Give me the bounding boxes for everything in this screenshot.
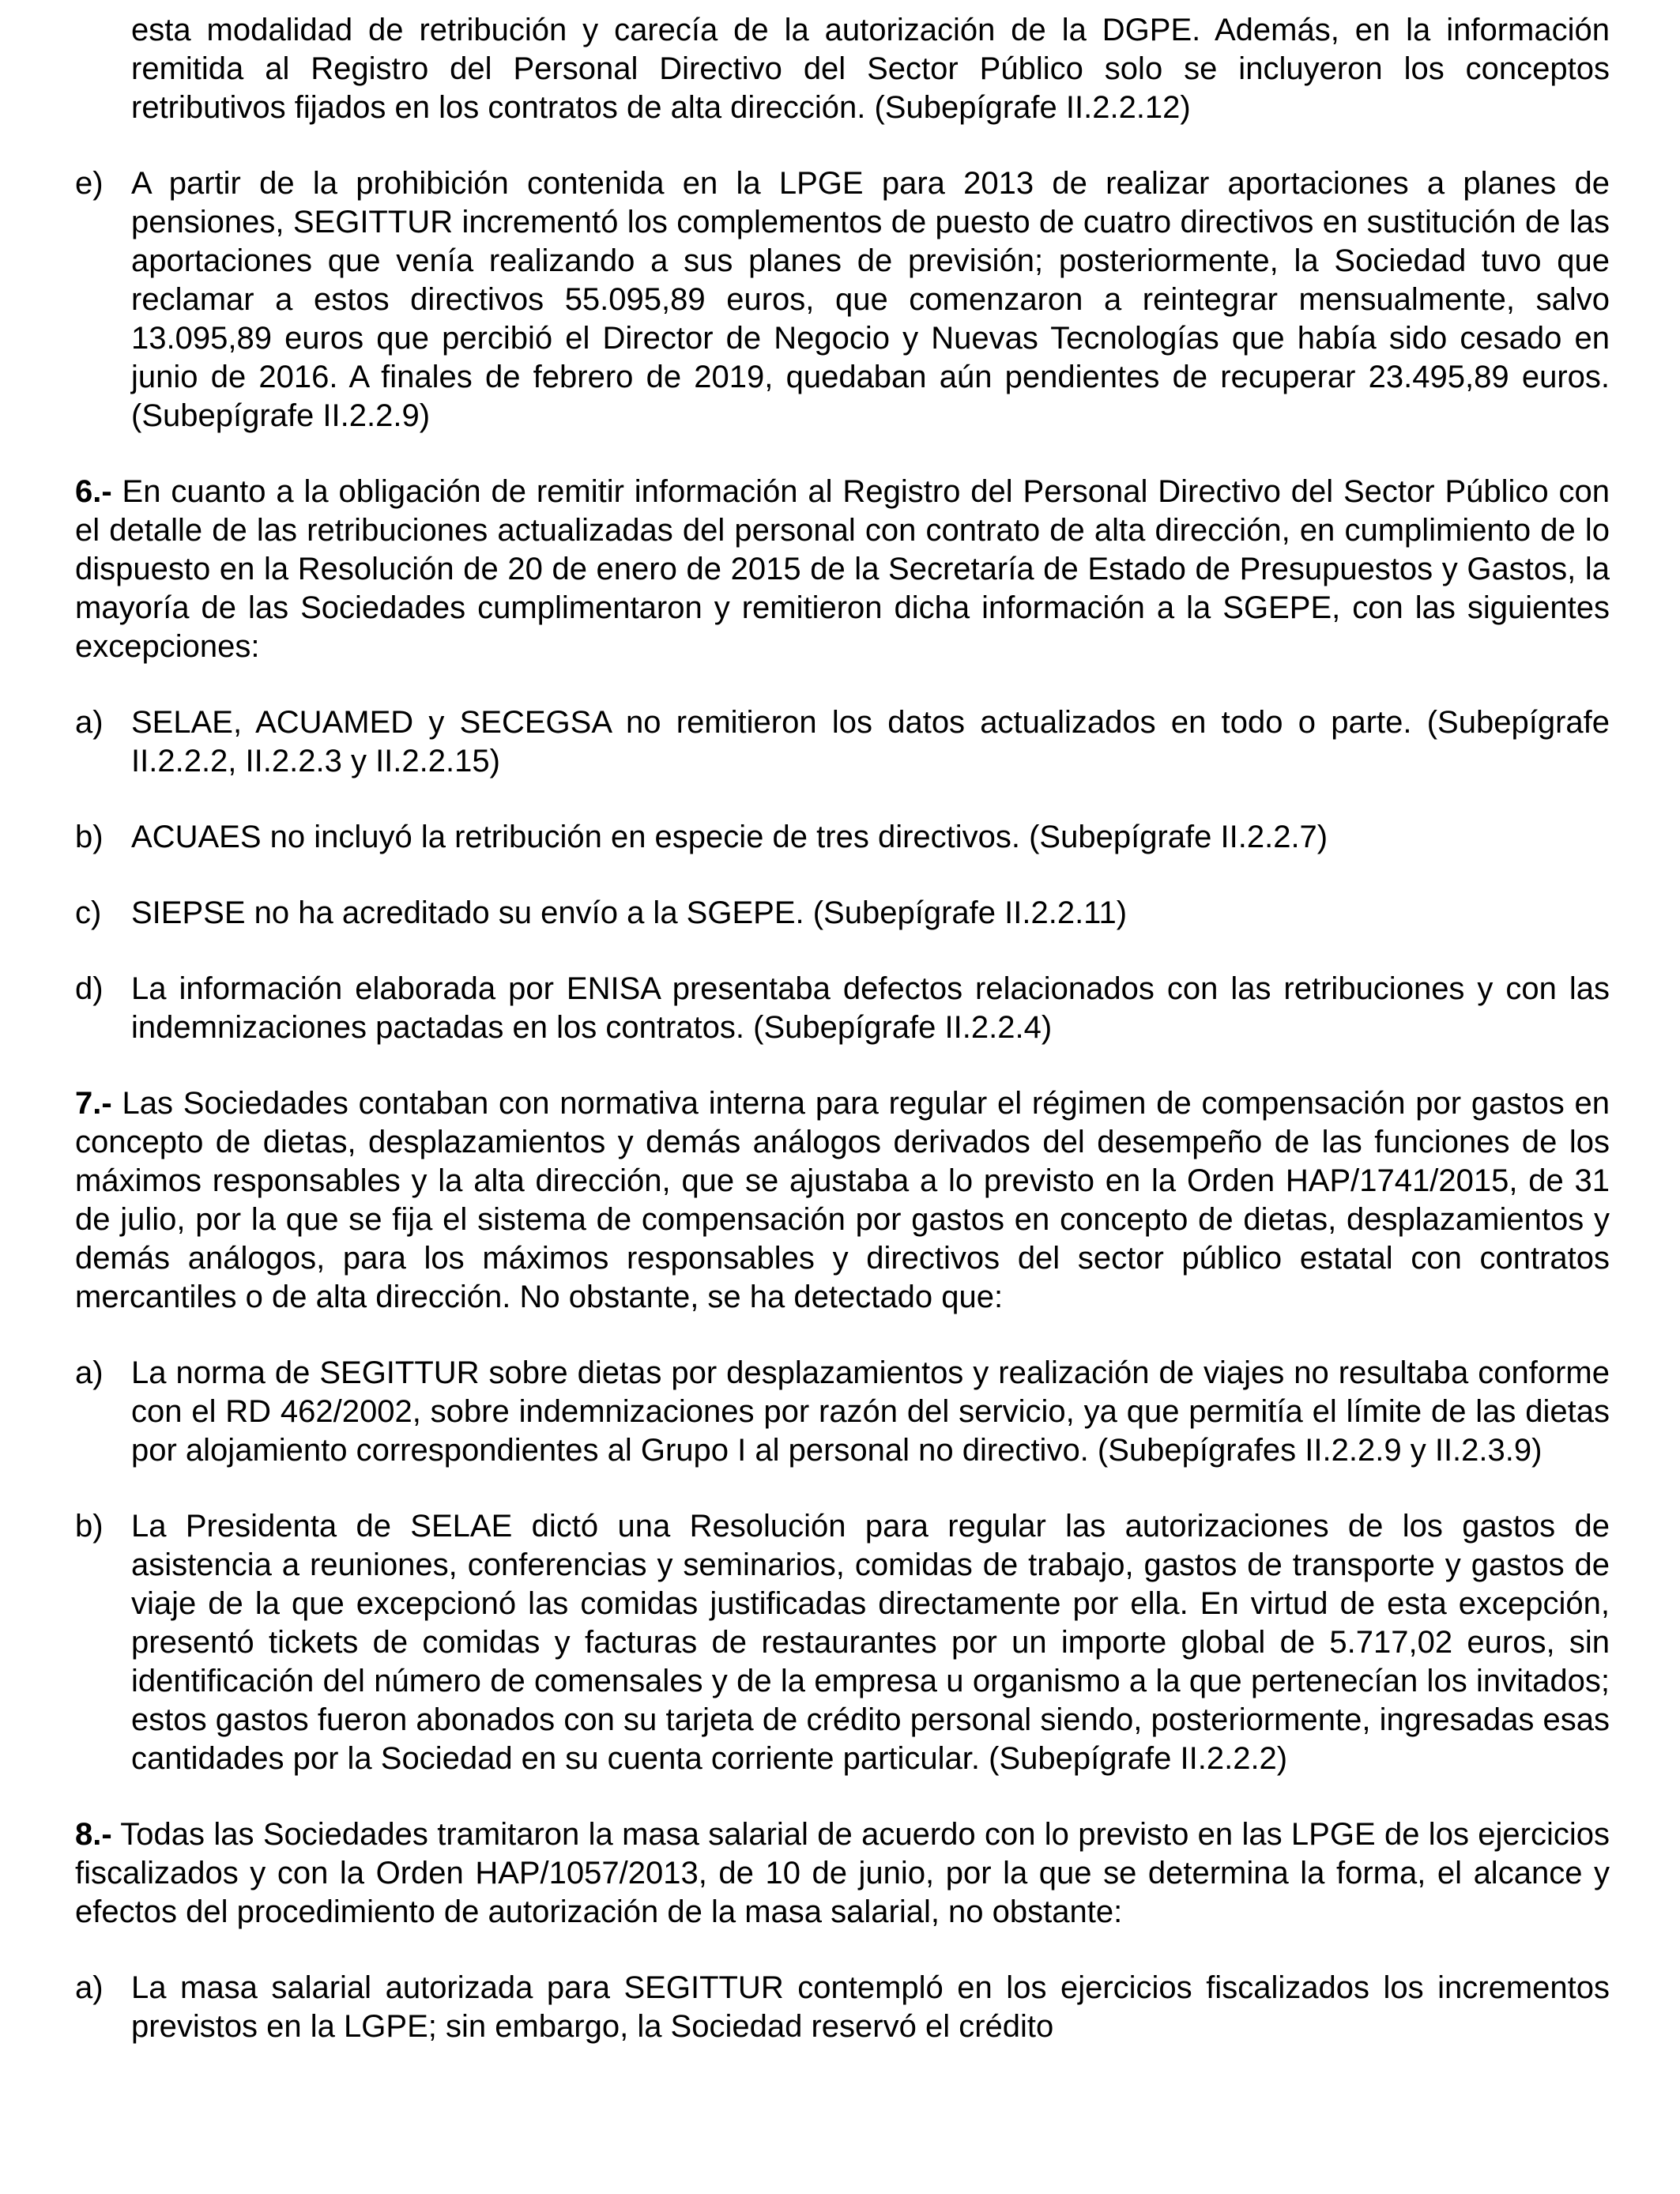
list-marker: d) xyxy=(75,971,104,1006)
list-item-text: ACUAES no incluyó la retribución en especie de tres directivos. (Subepígrafe II.2.2.7) xyxy=(131,820,1328,854)
list-marker: a) xyxy=(75,1355,104,1390)
list-marker: c) xyxy=(75,895,102,930)
section-6-item-c xyxy=(75,894,1610,933)
list-item-text: A partir de la prohibición contenida en la LPGE para 2013 de realizar aportaciones a planes de pensiones, SEGITTUR incrementó los complementos de puesto de cuatro directivos en sustitución de las aportaciones que venía realizando a sus planes de previsión; posteriormente, la Sociedad tuvo que reclamar a estos directivos 55.095,89 euros, que comenzaron a reintegrar mensualmente, salvo 13.095,89 euros que percibió el Director de Negocio y Nuevas Tecnologías que había sido cesado en junio de 2016. A finales de febrero de 2019, quedaban aún pendientes de recuperar 23.495,89 euros. (Subepígrafe II.2.2.9) xyxy=(131,166,1610,433)
list-marker: b) xyxy=(75,1509,104,1544)
list-item-text: SELAE, ACUAMED y SECEGSA no remitieron los datos actualizados en todo o parte. (Subepígrafe II.2.2.2, II.2.2.3 y II.2.2.15) xyxy=(131,705,1610,778)
section-6-item-a xyxy=(75,703,1610,781)
intro-continuation-text: esta modalidad de retribución y carecía de la autorización de la DGPE. Además, en la información remitida al Registro del Personal Directivo del Sector Público solo se incluyeron los conceptos retributivos fijados en los contratos de alta dirección. (Subepígrafe II.2.2.12) xyxy=(131,13,1610,125)
section-8-text: Todas las Sociedades tramitaron la masa salarial de acuerdo con lo previsto en las LPGE de los ejercicios fiscalizados y con la Orden HAP/1057/2013, de 10 de junio, por la que se determina la forma, el alcance y efectos del procedimiento de autorización de la masa salarial, no obstante: xyxy=(75,1817,1610,1929)
section-6-paragraph xyxy=(75,473,1610,666)
section-6-item-b xyxy=(75,818,1610,857)
list-marker: e) xyxy=(75,166,104,201)
section-7-item-b xyxy=(75,1507,1610,1778)
list-item-text: La norma de SEGITTUR sobre dietas por desplazamientos y realización de viajes no resultaba conforme con el RD 462/2002, sobre indemnizaciones por razón del servicio, ya que permitía el límite de las dietas por alojamiento correspondientes al Grupo I al personal no directivo. (Subepígrafes II.2.2.9 y II.2.3.9) xyxy=(131,1355,1610,1468)
list-marker: b) xyxy=(75,820,104,854)
section-6-text: En cuanto a la obligación de remitir información al Registro del Personal Directivo del Sector Público con el detalle de las retribuciones actualizadas del personal con contrato de alta dirección, en cumplimiento de lo dispuesto en la Resolución de 20 de enero de 2015 de la Secretaría de Estado de Presupuestos y Gastos, la mayoría de las Sociedades cumplimentaron y remitieron dicha información a la SGEPE, con las siguientes excepciones: xyxy=(75,474,1610,664)
list-item-text: La masa salarial autorizada para SEGITTUR contempló en los ejercicios fiscalizados los incrementos previstos en la LGPE; sin embargo, la Sociedad reservó el crédito xyxy=(131,1970,1610,2044)
section-8-number: 8.- xyxy=(75,1817,112,1852)
section-6-number: 6.- xyxy=(75,474,112,509)
section-8-item-a xyxy=(75,1969,1610,2046)
section-8-paragraph xyxy=(75,1815,1610,1932)
document-page xyxy=(75,11,1610,2046)
list-marker: a) xyxy=(75,705,104,740)
list-item-e xyxy=(75,164,1610,435)
list-marker: a) xyxy=(75,1970,104,2005)
list-item-text: La información elaborada por ENISA presentaba defectos relacionados con las retribuciones y con las indemnizaciones pactadas en los contratos. (Subepígrafe II.2.2.4) xyxy=(131,971,1610,1045)
list-item-text: SIEPSE no ha acreditado su envío a la SGEPE. (Subepígrafe II.2.2.11) xyxy=(131,895,1128,930)
intro-continuation xyxy=(75,11,1610,127)
section-7-paragraph xyxy=(75,1084,1610,1317)
section-7-item-a xyxy=(75,1354,1610,1470)
section-6-item-d xyxy=(75,970,1610,1047)
list-item-text: La Presidenta de SELAE dictó una Resolución para regular las autorizaciones de los gastos de asistencia a reuniones, conferencias y seminarios, comidas de trabajo, gastos de transporte y gastos de viaje de la que excepcionó las comidas justificadas directamente por ella. En virtud de esta excepción, presentó tickets de comidas y facturas de restaurantes por un importe global de 5.717,02 euros, sin identificación del número de comensales y de la empresa u organismo a la que pertenecían los invitados; estos gastos fueron abonados con su tarjeta de crédito personal siendo, posteriormente, ingresadas esas cantidades por la Sociedad en su cuenta corriente particular. (Subepígrafe II.2.2.2) xyxy=(131,1509,1610,1776)
section-7-number: 7.- xyxy=(75,1086,112,1121)
section-7-text: Las Sociedades contaban con normativa interna para regular el régimen de compensación por gastos en concepto de dietas, desplazamientos y demás análogos derivados del desempeño de las funciones de los máximos responsables y la alta dirección, que se ajustaba a lo previsto en la Orden HAP/1741/2015, de 31 de julio, por la que se fija el sistema de compensación por gastos en concepto de dietas, desplazamientos y demás análogos, para los máximos responsables y directivos del sector público estatal con contratos mercantiles o de alta dirección. No obstante, se ha detectado que: xyxy=(75,1086,1610,1314)
